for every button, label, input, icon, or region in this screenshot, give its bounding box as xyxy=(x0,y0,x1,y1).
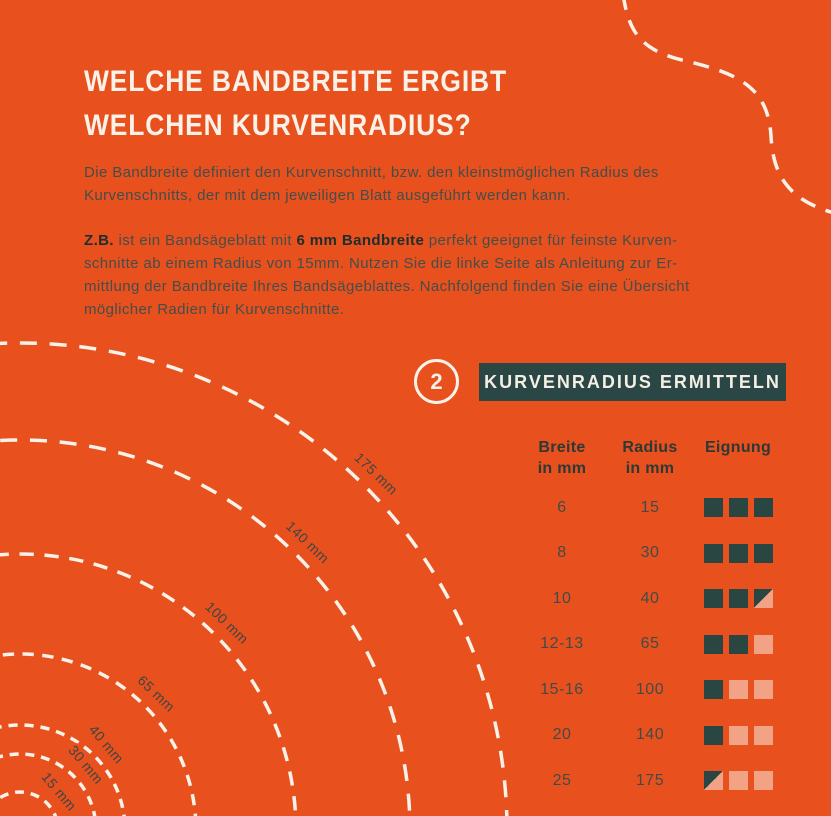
table-row xyxy=(518,758,782,804)
intro-paragraph xyxy=(84,161,659,207)
example-text: perfekt geeignet für feinste Kurven- xyxy=(424,232,678,249)
suitability-square-light xyxy=(754,635,773,654)
suitability-square-dark xyxy=(729,544,748,563)
suitability-square-light xyxy=(729,680,748,699)
eignung-cell xyxy=(694,544,782,563)
suitability-square-dark xyxy=(729,589,748,608)
header-eignung: Eignung xyxy=(704,439,772,456)
intro-line: Kurvenschnitts, der mit dem jeweiligen Blatt ausgeführt werden kann. xyxy=(84,187,571,204)
breite-cell: 12-13 xyxy=(540,635,584,653)
page-title xyxy=(84,60,507,148)
radius-cell: 175 xyxy=(635,771,665,789)
breite-cell: 25 xyxy=(552,771,572,789)
example-line xyxy=(84,252,690,275)
suitability-square-light xyxy=(729,726,748,745)
breite-cell: 15-16 xyxy=(540,680,584,698)
suitability-square-dark xyxy=(754,544,773,563)
radius-cell: 30 xyxy=(640,544,660,562)
radius-arc-label: 40 mm xyxy=(85,721,128,767)
breite-cell: 10 xyxy=(552,589,572,607)
radius-arc-label: 15 mm xyxy=(38,768,80,814)
section-banner-label: KURVENRADIUS ERMITTELN xyxy=(484,371,781,392)
eignung-cell xyxy=(694,680,782,699)
page-title-line1: WELCHE BANDBREITE ERGIBT xyxy=(84,65,507,99)
eignung-cell xyxy=(694,726,782,745)
header-radius: Radius in mm xyxy=(622,439,678,477)
eignung-cell xyxy=(694,635,782,654)
example-text: ist ein Bandsägeblatt mit xyxy=(113,232,297,249)
eignung-cell xyxy=(694,589,782,608)
table-row xyxy=(518,531,782,577)
table-row xyxy=(518,713,782,759)
suitability-square-light xyxy=(729,771,748,790)
radius-arc-label: 140 mm xyxy=(282,517,333,567)
example-text-bold: 6 mm Bandbreite xyxy=(296,232,425,249)
section-banner xyxy=(479,363,786,401)
suitability-square-dark xyxy=(704,544,723,563)
radius-cell: 40 xyxy=(640,589,660,607)
suitability-square-dark xyxy=(704,498,723,517)
example-text: mittlung der Bandbreite Ihres Bandsägeblattes. Nachfolgend finden Sie eine Übersicht xyxy=(84,278,690,295)
breite-cell: 20 xyxy=(552,726,572,744)
suitability-square-half xyxy=(754,589,773,608)
example-text: schnitte ab einem Radius von 15mm. Nutzen Sie die linke Seite als Anleitung zur Er- xyxy=(84,255,678,272)
example-paragraph xyxy=(84,229,690,321)
radius-arc-label: 30 mm xyxy=(65,742,107,788)
intro-line: Die Bandbreite definiert den Kurvenschnitt, bzw. den kleinstmöglichen Radius des xyxy=(84,164,659,181)
radius-table-header xyxy=(518,437,782,485)
suitability-square-dark xyxy=(754,498,773,517)
suitability-square-dark xyxy=(704,726,723,745)
example-line xyxy=(84,298,690,321)
table-row xyxy=(518,622,782,668)
eignung-cell xyxy=(694,771,782,790)
suitability-square-dark xyxy=(704,589,723,608)
example-text-bold: Z.B. xyxy=(84,232,114,249)
suitability-square-half xyxy=(704,771,723,790)
page-title-line2: WELCHEN KURVENRADIUS? xyxy=(84,109,472,143)
radius-arc-15mm xyxy=(0,792,58,816)
radius-cell: 15 xyxy=(640,498,660,516)
breite-cell: 6 xyxy=(557,498,567,516)
suitability-square-dark xyxy=(729,635,748,654)
radius-table xyxy=(518,437,782,804)
radius-arc-30mm xyxy=(0,754,96,816)
radius-arc-40mm xyxy=(0,725,125,816)
radius-arc-100mm xyxy=(0,554,296,816)
suitability-square-light xyxy=(754,680,773,699)
suitability-square-dark xyxy=(729,498,748,517)
radius-arc-label: 175 mm xyxy=(351,449,402,498)
example-text: möglicher Radien für Kurvenschnitte. xyxy=(84,301,345,318)
example-line xyxy=(84,229,690,252)
eignung-cell xyxy=(694,498,782,517)
table-row xyxy=(518,576,782,622)
suitability-square-dark xyxy=(704,680,723,699)
header-breite: Breite in mm xyxy=(537,439,587,477)
suitability-square-light xyxy=(754,726,773,745)
step-number-badge xyxy=(414,359,459,404)
breite-cell: 8 xyxy=(557,544,567,562)
radius-table-body xyxy=(518,485,782,804)
radius-arc-65mm xyxy=(0,654,196,816)
radius-cell: 140 xyxy=(635,726,665,744)
example-line xyxy=(84,275,690,298)
radius-arc-label: 100 mm xyxy=(202,598,252,648)
suitability-square-dark xyxy=(704,635,723,654)
radius-cell: 100 xyxy=(635,680,665,698)
radius-arc-140mm xyxy=(0,440,410,816)
radius-arc-175mm xyxy=(0,343,507,816)
table-row xyxy=(518,485,782,531)
suitability-square-light xyxy=(754,771,773,790)
radius-cell: 65 xyxy=(640,635,660,653)
radius-arc-label: 65 mm xyxy=(134,672,179,715)
step-number: 2 xyxy=(430,368,443,394)
table-row xyxy=(518,667,782,713)
